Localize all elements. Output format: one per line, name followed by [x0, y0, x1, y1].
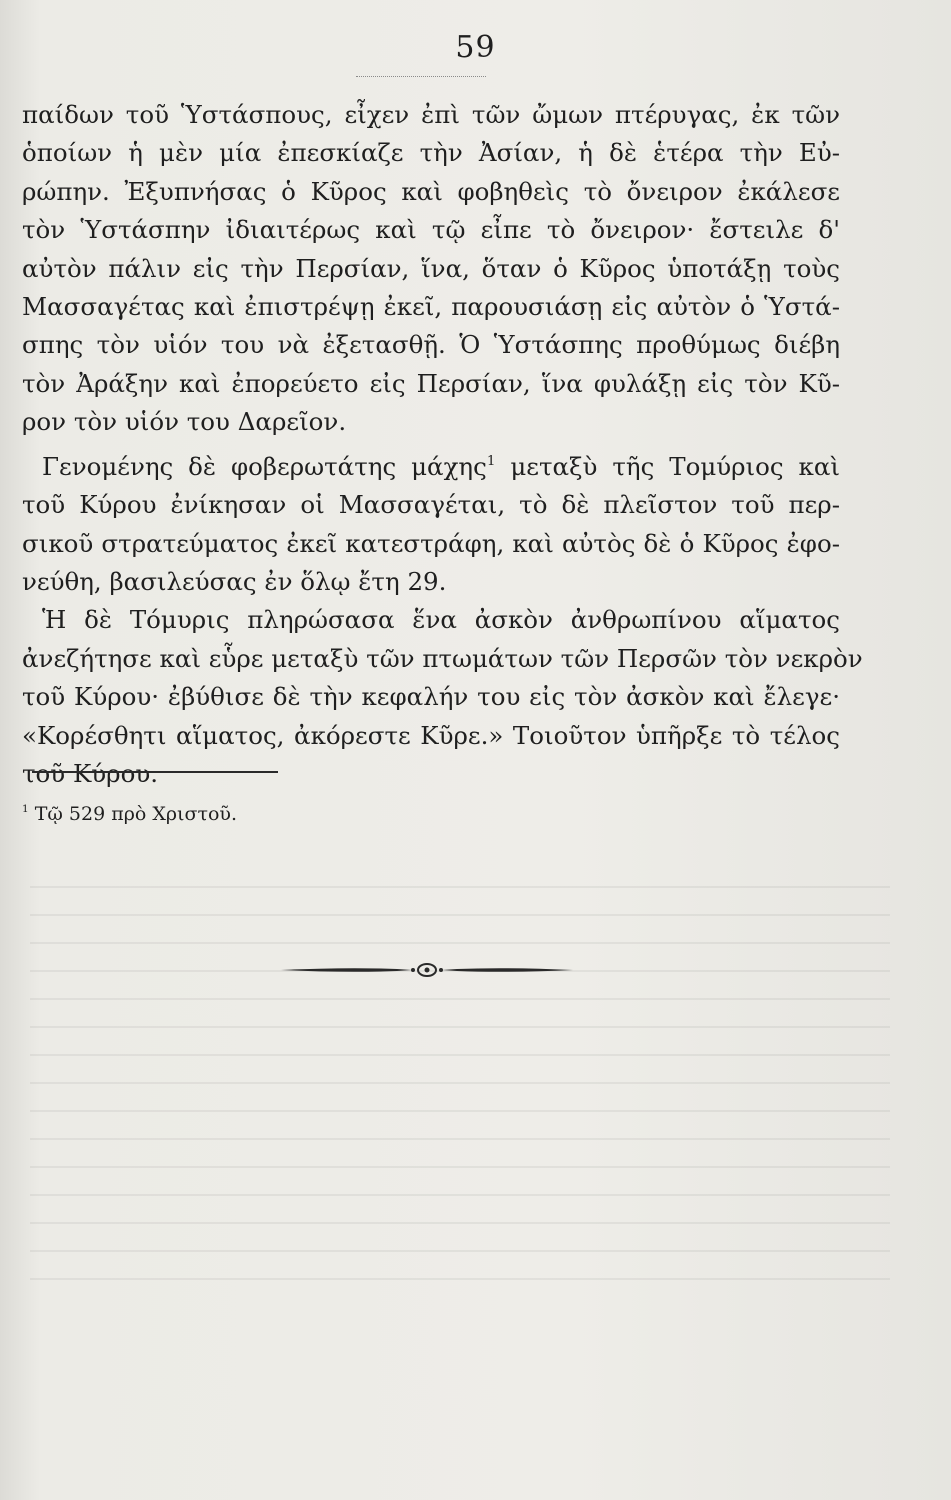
- text-segment: Γενομένης δὲ φοβερωτάτης μάχης: [42, 451, 487, 481]
- footnote: [22, 803, 237, 825]
- ornament-divider-icon: [277, 955, 577, 985]
- show-through-text: [30, 860, 890, 1280]
- text-line: Ἡ δὲ Τόμυρις πληρώσασα ἕνα ἀσκὸν ἀνθρωπίνου αἵματος: [42, 605, 840, 635]
- page-number-rule: [356, 76, 486, 81]
- text-line: ρον τὸν υἱόν του Δαρεῖον.: [22, 407, 347, 437]
- text-line: ρώπην. Ἐξυπνήσας ὁ Κῦρος καὶ φοβηθεὶς τὸ ὄνειρον ἐκάλεσε: [22, 176, 840, 206]
- text-line: τὸν Ἀράξην καὶ ἐπορεύετο εἰς Περσίαν, ἵνα φυλάξῃ εἰς τὸν Κῦ-: [22, 368, 840, 398]
- text-line: τοῦ Κύρου ἐνίκησαν οἱ Μασσαγέται, τὸ δὲ πλεῖστον τοῦ περ-: [22, 490, 840, 520]
- text-segment: μεταξὺ τῆς Τομύριος καὶ: [495, 451, 841, 481]
- footnote-rule: [32, 771, 278, 773]
- page-number: 59: [455, 30, 496, 65]
- text-line: τὸν Ὑστάσπην ἰδιαιτέρως καὶ τῷ εἶπε τὸ ὄνειρον· ἔστειλε δ': [22, 215, 840, 245]
- text-line: σικοῦ στρατεύματος ἐκεῖ κατεστράφη, καὶ αὐτὸς δὲ ὁ Κῦρος ἐφο-: [22, 528, 840, 558]
- footnote-text: Τῷ 529 πρὸ Χριστοῦ.: [28, 803, 237, 825]
- footnote-marker: 1: [22, 803, 29, 816]
- text-line: παίδων τοῦ Ὑστάσπους, εἶχεν ἐπὶ τῶν ὤμων πτέρυγας, ἐκ τῶν: [22, 100, 840, 129]
- text-line: Μασσαγέτας καὶ ἐπιστρέψῃ ἐκεῖ, παρουσιάσῃ εἰς αὐτὸν ὁ Ὑστά-: [22, 292, 840, 322]
- text-line: ἀνεζήτησε καὶ εὗρε μεταξὺ τῶν πτωμάτων τῶν Περσῶν τὸν νεκρὸν: [22, 643, 863, 673]
- text-line: νεύθη, βασιλεύσας ἐν ὅλῳ ἔτη 29.: [22, 566, 447, 596]
- text-line: τοῦ Κύρου.: [22, 759, 159, 788]
- body-text: [22, 96, 863, 793]
- text-line: ὁποίων ἡ μὲν μία ἐπεσκίαζε τὴν Ἀσίαν, ἡ δὲ ἑτέρα τὴν Εὐ-: [22, 138, 840, 168]
- text-line-with-footnote: [22, 442, 840, 487]
- text-line: «Κορέσθητι αἵματος, ἀκόρεστε Κῦρε.» Τοιοῦτον ὑπῆρξε τὸ τέλος: [22, 720, 840, 750]
- text-line: τοῦ Κύρου· ἐβύθισε δὲ τὴν κεφαλήν του εἰς τὸν ἀσκὸν καὶ ἔλεγε·: [22, 682, 840, 712]
- footnote-reference: 1: [486, 452, 496, 469]
- text-line: αὐτὸν πάλιν εἰς τὴν Περσίαν, ἵνα, ὅταν ὁ Κῦρος ὑποτάξῃ τοὺς: [22, 253, 840, 283]
- text-line: σπης τὸν υἱόν του νὰ ἐξετασθῇ. Ὁ Ὑστάσπης προθύμως διέβη: [22, 330, 840, 360]
